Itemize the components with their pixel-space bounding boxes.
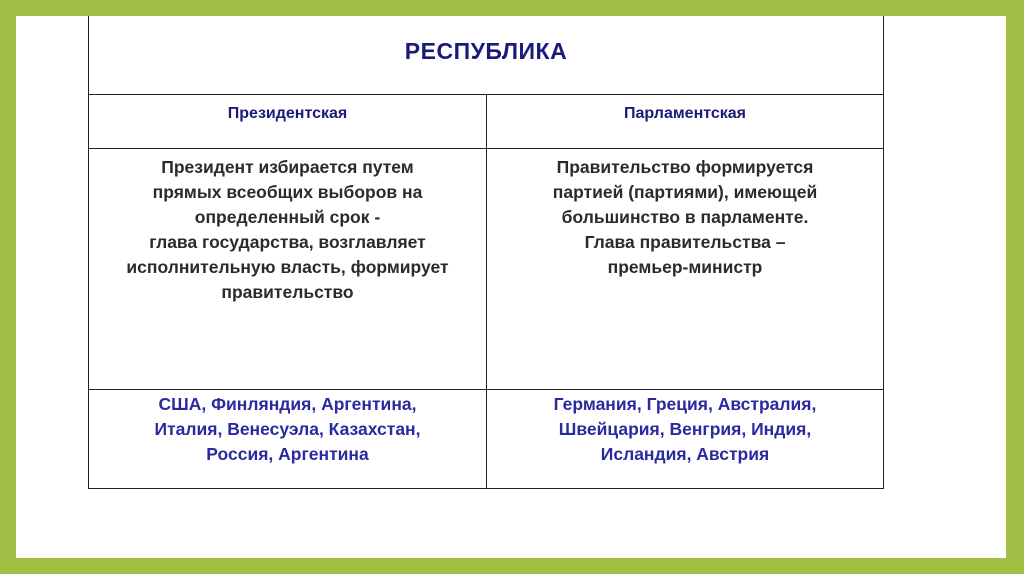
examples-line: Россия, Аргентина [206, 444, 369, 464]
presidential-examples [89, 390, 486, 489]
examples-line: США, Финляндия, Аргентина, [158, 394, 417, 414]
description-line: прямых всеобщих выборов на [152, 182, 423, 202]
description-line: премьер-министр [607, 257, 763, 277]
description-line: Правительство формируется [556, 157, 814, 177]
slide [16, 16, 1006, 558]
presidential-description [89, 149, 486, 389]
description-line: Глава правительства – [584, 232, 786, 252]
republic-table [88, 16, 884, 489]
table-title: РЕСПУБЛИКА [404, 38, 568, 64]
description-line: партией (партиями), имеющей [552, 182, 818, 202]
description-line: Президент избирается путем [161, 157, 414, 177]
examples-line: Италия, Венесуэла, Казахстан, [154, 419, 421, 439]
description-line: правительство [221, 282, 354, 302]
parliamentary-description [487, 149, 883, 389]
description-line: большинство в парламенте. [561, 207, 809, 227]
examples-line: Германия, Греция, Австралия, [553, 394, 817, 414]
description-line: исполнительную власть, формирует [126, 257, 449, 277]
description-line: глава государства, возглавляет [149, 232, 426, 252]
header-parliamentary: Парламентская [624, 105, 746, 122]
header-presidential: Президентская [227, 105, 348, 122]
description-line: определенный срок - [194, 207, 381, 227]
examples-line: Исландия, Австрия [600, 444, 770, 464]
examples-line: Швейцария, Венгрия, Индия, [558, 419, 812, 439]
parliamentary-examples [487, 390, 883, 489]
